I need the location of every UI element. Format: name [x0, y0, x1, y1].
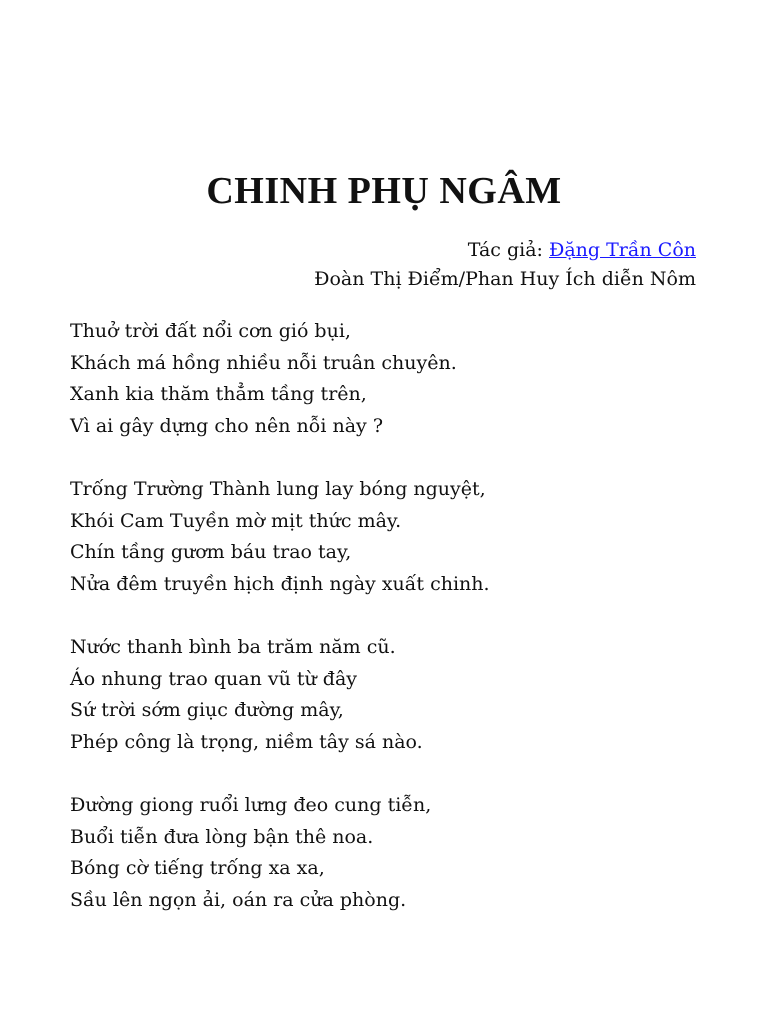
verse-line: Phép công là trọng, niềm tây sá nào.	[70, 730, 423, 753]
stanza	[70, 474, 710, 600]
verse-line: Nửa đêm truyền hịch định ngày xuất chinh.	[70, 572, 490, 595]
verse-line: Thuở trời đất nổi cơn gió bụi,	[70, 320, 351, 342]
author-link[interactable]: Đặng Trần Côn	[549, 239, 696, 261]
verse-line: Buổi tiễn đưa lòng bận thê noa.	[70, 825, 374, 848]
verse-line: Khói Cam Tuyền mờ mịt thức mây.	[70, 509, 402, 532]
verse-line: Đường giong ruổi lưng đeo cung tiễn,	[70, 794, 432, 816]
poem-body	[70, 316, 710, 948]
page-title: CHINH PHỤ NGÂM	[206, 170, 562, 212]
verse-line: Vì ai gây dựng cho nên nỗi này ?	[70, 414, 383, 437]
verse-line: Trống Trường Thành lung lay bóng nguyệt,	[70, 478, 486, 500]
verse-line: Sầu lên ngọn ải, oán ra cửa phòng.	[70, 888, 407, 911]
credits	[314, 236, 696, 294]
stanza	[70, 790, 710, 916]
verse-line: Khách má hồng nhiều nỗi truân chuyên.	[70, 351, 457, 374]
verse-line: Nước thanh bình ba trăm năm cũ.	[70, 636, 396, 658]
author-line	[314, 236, 696, 265]
verse-line: Bóng cờ tiếng trống xa xa,	[70, 857, 325, 879]
verse-line: Chín tầng gươm báu trao tay,	[70, 541, 352, 563]
verse-line: Sứ trời sớm giục đường mây,	[70, 699, 344, 721]
translators-line: Đoàn Thị Điểm/Phan Huy Ích diễn Nôm	[314, 268, 696, 290]
author-label: Tác giả:	[467, 239, 543, 261]
stanza	[70, 632, 710, 758]
stanza	[70, 316, 710, 442]
verse-line: Xanh kia thăm thẳm tầng trên,	[70, 383, 367, 405]
verse-line: Áo nhung trao quan vũ từ đây	[70, 667, 358, 690]
